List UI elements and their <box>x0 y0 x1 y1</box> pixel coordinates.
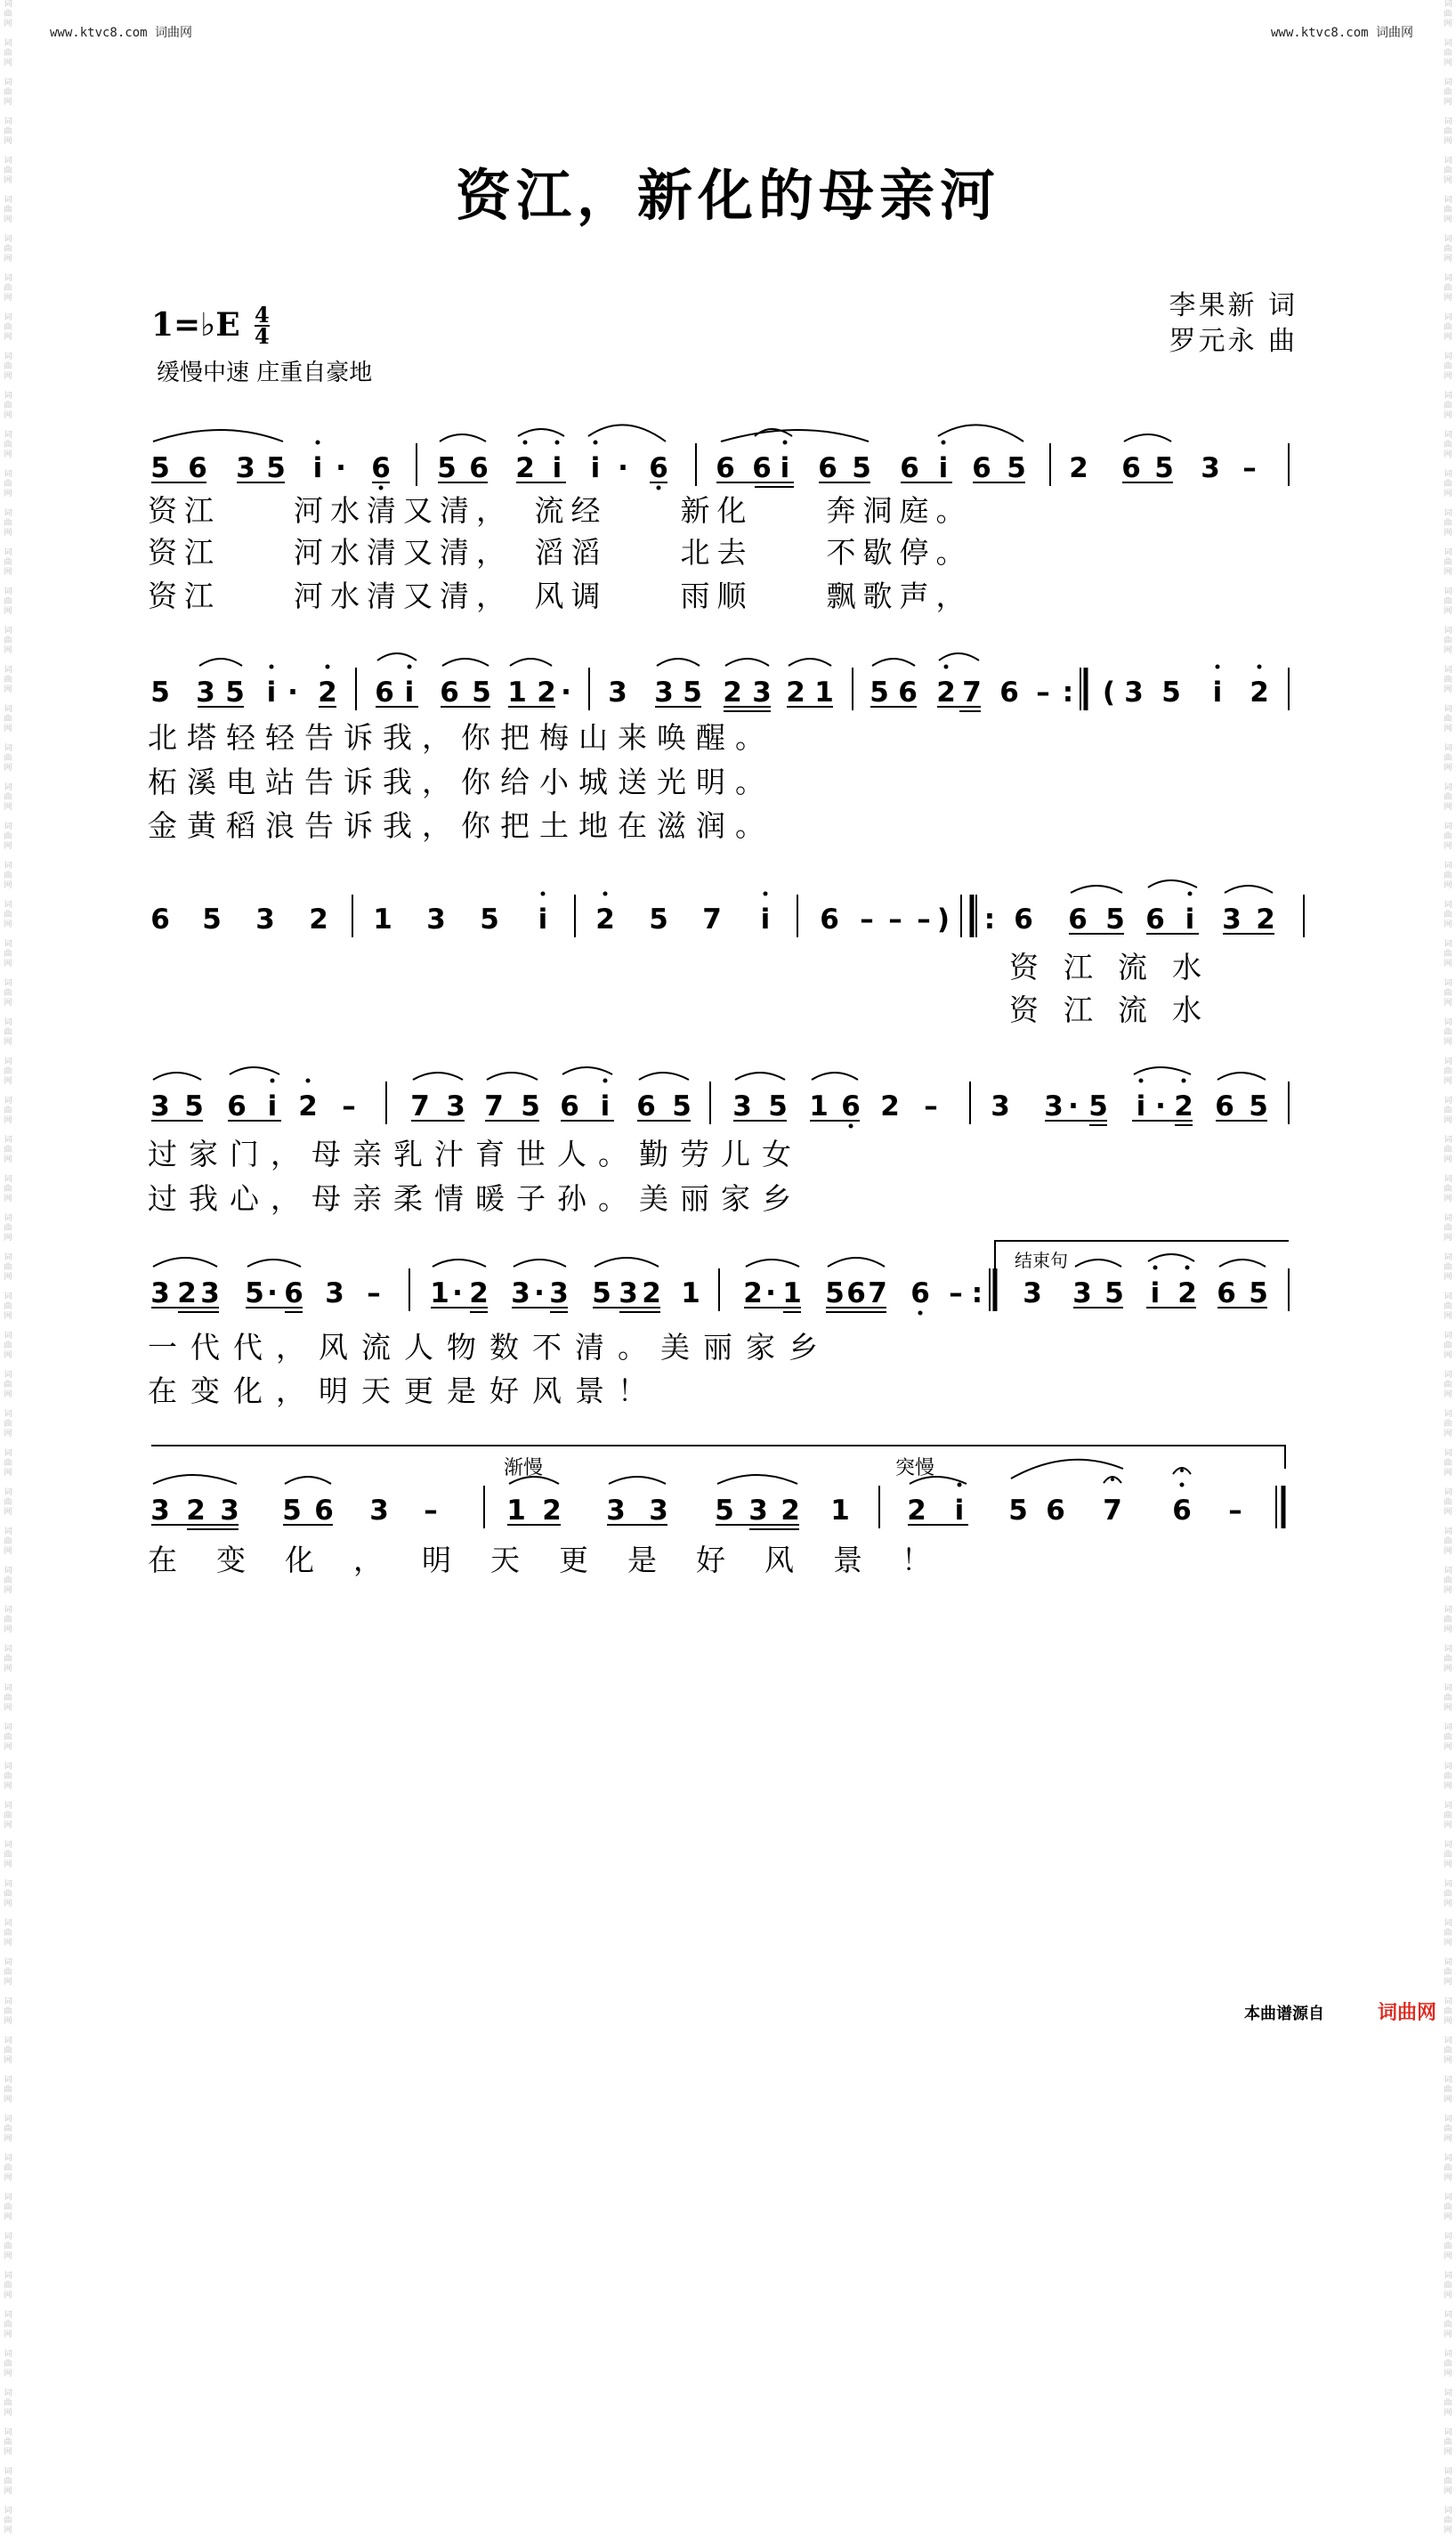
slurs-1 <box>153 425 1171 442</box>
svg-text:1: 1 <box>814 677 834 709</box>
svg-text:2: 2 <box>1256 903 1275 936</box>
svg-text:i: i <box>267 1090 278 1122</box>
svg-text:1: 1 <box>782 1277 802 1309</box>
svg-text:3: 3 <box>1044 1090 1064 1122</box>
svg-text:6: 6 <box>1121 452 1141 484</box>
svg-text:·: · <box>1068 1090 1079 1122</box>
svg-text:5: 5 <box>521 1090 540 1122</box>
svg-text:6: 6 <box>440 677 459 709</box>
svg-text:5: 5 <box>202 903 222 936</box>
svg-text:5: 5 <box>1104 1277 1124 1309</box>
svg-text:5: 5 <box>1088 1090 1108 1122</box>
svg-text:6: 6 <box>1172 1495 1192 1527</box>
svg-text:2: 2 <box>1069 452 1088 484</box>
svg-text:5: 5 <box>1154 452 1174 484</box>
svg-text:3: 3 <box>511 1277 530 1309</box>
svg-text:–: – <box>342 1090 356 1122</box>
svg-text:6: 6 <box>314 1495 334 1527</box>
svg-text:2: 2 <box>1250 677 1269 709</box>
octave-dots-2 <box>270 665 1262 669</box>
key-signature: 1=♭E <box>151 306 240 344</box>
svg-text:2: 2 <box>309 903 328 936</box>
svg-text:5: 5 <box>266 452 286 484</box>
side-watermark-left: 词 曲 网 词 曲 网 词 曲 网 词 曲 网 词 曲 网 词 曲 网 词 曲 网 词 曲 网 词 曲 网 词 曲 网 词 曲 网 词 曲 网 词 曲 网 词 曲 网 词 曲 网 词 曲 网 词 曲 网 词 曲 网 词 曲 网 词 曲 网 词 曲 网 词 曲 网 词 曲 网 词 曲 网 词 曲 网 词 曲 网 词 曲 网 词 曲 网 词 曲 网 词 曲 网 词 曲 网 词 曲 网 词 曲 网 词 曲 网 词 曲 网 词 曲 网 词 曲 网 词 曲 网 词 曲 网 词 曲 网 词 曲 网 词 曲 网 词 曲 网 词 曲 网 词 曲 网 词 曲 网 词 曲 网 词 曲 网 词 曲 网 词 曲 网 词 曲 网 词 曲 网 词 曲 网 词 曲 网 词 曲 网 词 曲 网 词 曲 网 词 曲 网 词 曲 网 词 曲 网 词 曲 网 词 曲 网 词 曲 网 词 曲 网 词 曲 网 <box>4 0 12 2535</box>
svg-text:2: 2 <box>936 677 956 709</box>
svg-text:6: 6 <box>752 452 772 484</box>
svg-text:3: 3 <box>608 677 627 709</box>
slurs-6 <box>153 1460 1123 1484</box>
svg-text:3: 3 <box>150 1277 170 1309</box>
lyric-line-1-2: 资江 河水清又清， 滔滔 北去 不歇停。 <box>148 535 973 570</box>
svg-text:3: 3 <box>752 677 772 709</box>
svg-text:5: 5 <box>768 1090 788 1122</box>
svg-text:7: 7 <box>868 1277 887 1309</box>
svg-text:–: – <box>924 1090 938 1122</box>
svg-text:(: ( <box>1102 677 1116 709</box>
footer-source-text: 本曲谱源自 <box>1244 2005 1324 2023</box>
notes-row-6 <box>150 1495 1242 1527</box>
svg-text:7: 7 <box>484 1090 504 1122</box>
svg-text:6: 6 <box>818 452 837 484</box>
svg-text:i: i <box>760 903 771 936</box>
svg-text:2: 2 <box>642 1277 661 1309</box>
svg-text:6: 6 <box>846 1277 866 1309</box>
svg-text:6: 6 <box>150 903 170 936</box>
lyric-line-4-2: 过我心，母亲柔情暖子孙。美丽家乡 <box>148 1181 803 1216</box>
tempo-marking: 缓慢中速 庄重自豪地 <box>157 360 373 386</box>
svg-text:2: 2 <box>723 677 742 709</box>
svg-text:6: 6 <box>900 452 919 484</box>
svg-text:6: 6 <box>820 903 839 936</box>
svg-text:3: 3 <box>325 1277 344 1309</box>
svg-text:3: 3 <box>748 1495 768 1527</box>
ending-label: 结束句 <box>1015 1250 1068 1271</box>
svg-text:3: 3 <box>196 677 215 709</box>
svg-text:1: 1 <box>506 1495 526 1527</box>
svg-text:2: 2 <box>743 1277 763 1309</box>
svg-text:5: 5 <box>1008 1495 1028 1527</box>
lyric-line-6-1: 在变化，明天更是好风景！ <box>148 1543 970 1577</box>
svg-text:–: – <box>917 903 931 936</box>
svg-text:3: 3 <box>150 1090 170 1122</box>
score-system-1 <box>150 425 1289 490</box>
svg-text:3: 3 <box>1201 452 1220 484</box>
svg-text:3: 3 <box>549 1277 569 1309</box>
svg-text:5: 5 <box>1007 452 1026 484</box>
svg-text:3: 3 <box>619 1277 638 1309</box>
svg-text:5: 5 <box>592 1277 611 1309</box>
svg-text:–: – <box>888 903 902 936</box>
svg-text::: : <box>971 1277 983 1309</box>
svg-text:5: 5 <box>683 677 702 709</box>
svg-text::: : <box>1062 677 1074 709</box>
svg-text:): ) <box>936 903 950 936</box>
svg-text:6: 6 <box>1217 1277 1236 1309</box>
svg-text:2: 2 <box>781 1495 800 1527</box>
svg-text:5: 5 <box>852 452 871 484</box>
svg-text:3: 3 <box>649 1495 668 1527</box>
svg-text:6: 6 <box>284 1277 303 1309</box>
svg-text:–: – <box>367 1277 381 1309</box>
svg-text:–: – <box>1036 677 1050 709</box>
svg-text:6: 6 <box>636 1090 656 1122</box>
lyric-line-4-1: 过家门，母亲乳汁育世人。勤劳儿女 <box>148 1137 803 1171</box>
svg-text:1: 1 <box>830 1495 850 1527</box>
svg-text:i: i <box>1185 903 1195 936</box>
svg-text:6: 6 <box>375 677 394 709</box>
svg-text:6: 6 <box>1215 1090 1234 1122</box>
svg-text:2: 2 <box>515 452 535 484</box>
svg-text:6: 6 <box>649 452 668 484</box>
svg-text:1: 1 <box>507 677 527 709</box>
notes-row-1 <box>150 452 1257 484</box>
svg-text:2: 2 <box>298 1090 318 1122</box>
svg-text:1: 1 <box>681 1277 700 1309</box>
lyric-line-2-2: 柘溪电站告诉我，你给小城送光明。 <box>148 765 774 799</box>
svg-text:6: 6 <box>999 677 1019 709</box>
svg-text:i: i <box>590 452 601 484</box>
svg-text:1: 1 <box>373 903 392 936</box>
svg-text:7: 7 <box>1103 1495 1122 1527</box>
svg-text:5: 5 <box>472 677 491 709</box>
svg-text:6: 6 <box>972 452 991 484</box>
svg-text:6: 6 <box>560 1090 579 1122</box>
svg-text:i: i <box>312 452 323 484</box>
lyric-line-3-1: 资江流水 <box>1009 950 1226 984</box>
svg-text:i: i <box>954 1495 965 1527</box>
svg-text:6: 6 <box>1145 903 1165 936</box>
svg-text:6: 6 <box>898 677 918 709</box>
svg-text:5: 5 <box>282 1495 302 1527</box>
svg-text:6: 6 <box>910 1277 930 1309</box>
svg-text::: : <box>983 903 996 936</box>
svg-text:·: · <box>618 452 628 484</box>
lyric-line-2-3: 金黄稻浪告诉我，你把土地在滋润。 <box>148 808 774 843</box>
svg-text:5: 5 <box>437 452 457 484</box>
svg-text:5: 5 <box>825 1277 845 1309</box>
score-system-3 <box>150 880 1304 937</box>
svg-text:6: 6 <box>1068 903 1088 936</box>
svg-text:i: i <box>404 677 415 709</box>
time-signature-top: 4 <box>255 302 270 328</box>
svg-text:i: i <box>1212 677 1223 709</box>
svg-text:5: 5 <box>480 903 499 936</box>
svg-text:5: 5 <box>150 452 170 484</box>
octave-dots-3 <box>541 892 1193 896</box>
notes-row-2 <box>150 677 1269 709</box>
svg-text:2: 2 <box>318 677 337 709</box>
svg-text:2: 2 <box>469 1277 489 1309</box>
svg-text:·: · <box>452 1277 463 1309</box>
svg-text:3: 3 <box>1023 1277 1042 1309</box>
svg-text:1: 1 <box>809 1090 829 1122</box>
svg-text:5: 5 <box>870 677 889 709</box>
score-system-2 <box>150 653 1289 711</box>
sudden-slow-marking: 突慢 <box>895 1457 935 1479</box>
svg-text:·: · <box>287 677 298 709</box>
fermatas <box>1104 1468 1191 1483</box>
svg-text:6: 6 <box>1046 1495 1065 1527</box>
lyric-line-1-1: 资江 河水清又清， 流经 新化 奔洞庭。 <box>148 493 973 528</box>
svg-text:5: 5 <box>715 1495 734 1527</box>
underlines-1 <box>151 482 1173 487</box>
side-watermark-right: 词 曲 网 词 曲 网 词 曲 网 词 曲 网 词 曲 网 词 曲 网 词 曲 网 词 曲 网 词 曲 网 词 曲 网 词 曲 网 词 曲 网 词 曲 网 词 曲 网 词 曲 网 词 曲 网 词 曲 网 词 曲 网 词 曲 网 词 曲 网 词 曲 网 词 曲 网 词 曲 网 词 曲 网 词 曲 网 词 曲 网 词 曲 网 词 曲 网 词 曲 网 词 曲 网 词 曲 网 词 曲 网 词 曲 网 词 曲 网 词 曲 网 词 曲 网 词 曲 网 词 曲 网 词 曲 网 词 曲 网 词 曲 网 词 曲 网 词 曲 网 词 曲 网 词 曲 网 词 曲 网 词 曲 网 词 曲 网 词 曲 网 词 曲 网 词 曲 网 词 曲 网 词 曲 网 词 曲 网 词 曲 网 词 曲 网 词 曲 网 词 曲 网 词 曲 网 词 曲 网 词 曲 网 词 曲 网 词 曲 网 词 曲 网 词 曲 网 <box>1444 0 1452 2535</box>
svg-text:2: 2 <box>186 1495 206 1527</box>
underlines-5 <box>151 1308 1267 1312</box>
svg-text:3: 3 <box>1072 1277 1092 1309</box>
svg-text:6: 6 <box>841 1090 861 1122</box>
svg-text:2: 2 <box>177 1277 197 1309</box>
svg-text:3: 3 <box>200 1277 220 1309</box>
svg-text:–: – <box>860 903 874 936</box>
svg-text:6: 6 <box>227 1090 247 1122</box>
svg-text:3: 3 <box>606 1495 626 1527</box>
svg-text:i: i <box>1150 1277 1161 1309</box>
svg-text:6: 6 <box>469 452 489 484</box>
svg-text:2: 2 <box>907 1495 926 1527</box>
svg-text:7: 7 <box>962 677 982 709</box>
svg-text:3: 3 <box>369 1495 389 1527</box>
lyric-line-2-1: 北塔轻轻告诉我，你把梅山来唤醒。 <box>148 720 774 755</box>
svg-text:5: 5 <box>1249 1277 1268 1309</box>
slurs-3 <box>1071 880 1273 893</box>
svg-text:3: 3 <box>150 1495 170 1527</box>
svg-text:–: – <box>1228 1495 1242 1527</box>
svg-text:3: 3 <box>1222 903 1242 936</box>
svg-text:·: · <box>534 1277 545 1309</box>
svg-text:5: 5 <box>1105 903 1125 936</box>
svg-text:i: i <box>600 1090 611 1122</box>
lyric-line-1-3: 资江 河水清又清， 风调 雨顺 飘歌声， <box>148 579 973 613</box>
svg-text:5: 5 <box>672 1090 692 1122</box>
score-system-5 <box>150 1241 1289 1316</box>
svg-text:·: · <box>1155 1090 1166 1122</box>
slurs-2 <box>199 653 979 666</box>
lyric-line-5-1: 一代代，风流人物数不清。美丽家乡 <box>148 1330 831 1365</box>
svg-text:2: 2 <box>1174 1090 1193 1122</box>
svg-text:3: 3 <box>991 1090 1010 1122</box>
svg-text:6: 6 <box>188 452 207 484</box>
svg-text:–: – <box>1242 452 1257 484</box>
svg-text:i: i <box>1136 1090 1146 1122</box>
svg-text:5: 5 <box>245 1277 264 1309</box>
lyricist-credit: 李果新 词 <box>1169 290 1298 321</box>
svg-text:–: – <box>949 1277 963 1309</box>
footer-brand-link[interactable]: 词曲网 <box>1378 2002 1437 2024</box>
svg-text:–: – <box>424 1495 438 1527</box>
svg-text:1: 1 <box>430 1277 449 1309</box>
svg-text:2: 2 <box>786 677 805 709</box>
svg-text:·: · <box>765 1277 776 1309</box>
svg-text:3: 3 <box>1124 677 1144 709</box>
svg-text:3: 3 <box>255 903 275 936</box>
lyric-line-3-2: 资江流水 <box>1009 993 1226 1027</box>
score-system-6 <box>150 1446 1285 1529</box>
lyric-line-5-2: 在变化，明天更是好风景！ <box>148 1373 660 1408</box>
svg-text:2: 2 <box>537 677 556 709</box>
svg-text:3: 3 <box>446 1090 465 1122</box>
svg-text:·: · <box>561 677 571 709</box>
svg-text:6: 6 <box>371 452 391 484</box>
site-header-right: www.ktvc8.com 词曲网 <box>1270 26 1413 40</box>
svg-text:6: 6 <box>1014 903 1033 936</box>
svg-text:3: 3 <box>220 1495 239 1527</box>
octave-dots-6 <box>958 1483 1185 1487</box>
time-signature-bottom: 4 <box>255 323 270 349</box>
composer-credit: 罗元永 曲 <box>1169 326 1298 357</box>
svg-text:2: 2 <box>880 1090 900 1122</box>
svg-text:i: i <box>552 452 562 484</box>
score-system-4 <box>150 1067 1289 1129</box>
svg-text:5: 5 <box>184 1090 204 1122</box>
rit-marking: 渐慢 <box>504 1457 544 1479</box>
svg-text:3: 3 <box>236 452 255 484</box>
svg-text:2: 2 <box>1177 1277 1197 1309</box>
svg-text:i: i <box>938 452 949 484</box>
svg-text:5: 5 <box>649 903 668 936</box>
notes-row-5 <box>150 1277 1268 1309</box>
svg-text:·: · <box>267 1277 278 1309</box>
site-header-left: www.ktvc8.com 词曲网 <box>50 26 193 40</box>
slurs-4 <box>153 1067 1266 1080</box>
svg-text:5: 5 <box>225 677 245 709</box>
svg-text:7: 7 <box>410 1090 430 1122</box>
notes-row-3 <box>150 903 1275 936</box>
song-title: 资江，新化的母亲河 <box>455 163 1000 228</box>
svg-text:5: 5 <box>1161 677 1181 709</box>
svg-text:3: 3 <box>426 903 446 936</box>
svg-text:5: 5 <box>150 677 170 709</box>
svg-text:2: 2 <box>542 1495 562 1527</box>
svg-text:3: 3 <box>732 1090 752 1122</box>
svg-text:·: · <box>336 452 346 484</box>
svg-text:3: 3 <box>654 677 674 709</box>
svg-text:2: 2 <box>595 903 615 936</box>
svg-text:i: i <box>538 903 548 936</box>
svg-text:i: i <box>780 452 790 484</box>
svg-text:5: 5 <box>1249 1090 1268 1122</box>
slurs-5 <box>153 1254 1266 1267</box>
svg-text:7: 7 <box>702 903 722 936</box>
svg-text:i: i <box>266 677 277 709</box>
svg-text:6: 6 <box>716 452 735 484</box>
